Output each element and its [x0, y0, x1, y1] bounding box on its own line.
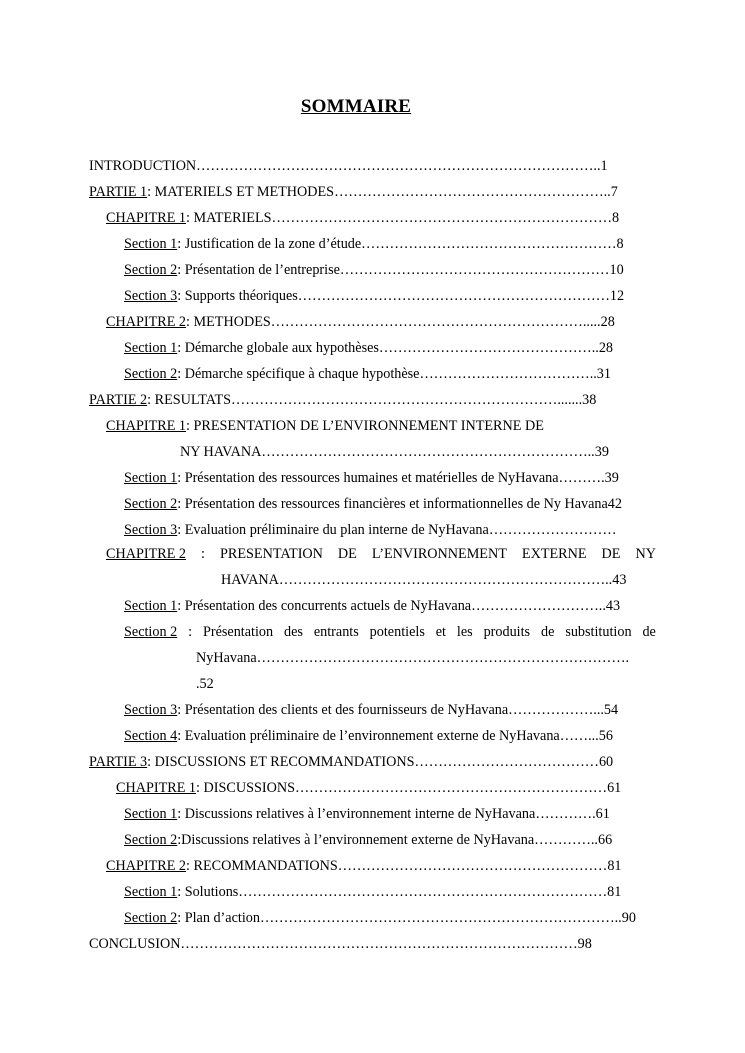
- toc-entry-text: : Démarche globale aux hypothèses………………………………………..28: [177, 340, 614, 356]
- toc-entry-chapitre-1: [106, 417, 656, 435]
- toc-entry-text: : MATERIELS………………………………………………………………8: [186, 210, 620, 226]
- toc-entry-label: CHAPITRE 2: [106, 546, 187, 562]
- toc-entry-section: [124, 883, 656, 901]
- toc-entry-label: Section 3: [124, 288, 178, 304]
- toc-entry-section: [124, 831, 656, 849]
- toc-entry-label: Section 1: [124, 884, 178, 900]
- toc-entry-label: Section 1: [124, 470, 178, 486]
- toc-entry-section: [124, 597, 656, 615]
- toc-entry-label: Section 2: [124, 624, 178, 640]
- toc-entry-partie-1: [89, 183, 656, 201]
- toc-entry-word: DE: [337, 546, 357, 562]
- toc-entry-section: [124, 235, 656, 253]
- toc-entry-section: [124, 623, 656, 641]
- toc-entry-text: HAVANA……………………………………………………………..43: [221, 572, 627, 588]
- toc-entry-label: Section 2: [124, 262, 178, 278]
- toc-entry-word: :: [188, 624, 193, 640]
- toc-entry-word: entrants: [313, 624, 359, 640]
- toc-entry-text: : PRESENTATION DE L’ENVIRONNEMENT INTERNE DE: [186, 418, 544, 434]
- toc-entry-chapitre-1: [116, 779, 656, 797]
- toc-entry-section: [124, 287, 656, 305]
- toc-entry-conclusion: [89, 935, 656, 953]
- toc-entry-text: : MATERIELS ET METHODES…………………………………………………..7: [147, 184, 618, 200]
- toc-entry-label: Section 1: [124, 236, 178, 252]
- toc-entry-label: Section 1: [124, 598, 178, 614]
- toc-entry-label: Section 2: [124, 910, 178, 926]
- toc-entry-section: [124, 495, 664, 513]
- toc-entry-continuation: [221, 571, 656, 589]
- toc-entry-chapitre-2: [106, 313, 656, 331]
- toc-entry-text: : Solutions……………………………………………………………………81: [177, 884, 622, 900]
- toc-entry-section: [124, 909, 656, 927]
- toc-entry-word: L’ENVIRONNEMENT: [371, 546, 507, 562]
- toc-entry-label: CHAPITRE 1: [106, 418, 187, 434]
- toc-entry-text: :Discussions relatives à l’environnement externe de NyHavana…………..66: [177, 832, 613, 848]
- toc-entry-section: [124, 469, 656, 487]
- toc-entry-word: des: [284, 624, 303, 640]
- toc-entry-section: [124, 805, 656, 823]
- toc-entry-word: les: [456, 624, 473, 640]
- toc-entry-continuation: [180, 443, 640, 461]
- toc-entry-label: Section 2: [124, 366, 178, 382]
- toc-entry-text: : DISCUSSIONS ET RECOMMANDATIONS…………………………………60: [147, 754, 614, 770]
- toc-entry-word: Présentation: [202, 624, 274, 640]
- toc-entry-label: Section 3: [124, 522, 178, 538]
- toc-entry-text: : Discussions relatives à l’environnement interne de NyHavana………….61: [177, 806, 610, 822]
- toc-entry-continuation: [196, 675, 296, 693]
- toc-entry-word: et: [435, 624, 446, 640]
- toc-entry-label: Section 4: [124, 728, 178, 744]
- toc-entry-partie-2: [89, 391, 656, 409]
- toc-entry-label: Section 3: [124, 702, 178, 718]
- toc-entry-text: : Présentation de l’entreprise…………………………………………………10: [177, 262, 624, 278]
- toc-entry-text: : Présentation des ressources financières et informationnelles de Ny Havana42: [177, 496, 622, 512]
- toc-entry-text: NY HAVANA……………………………………………………………..39: [180, 444, 609, 460]
- toc-entry-text: : RECOMMANDATIONS…………………………………………………81: [186, 858, 622, 874]
- toc-entry-text: : Plan d’action…………………………………………………………………..90: [177, 910, 636, 926]
- toc-entry-word: potentiels: [369, 624, 425, 640]
- toc-entry-section: [124, 261, 656, 279]
- toc-entry-label: PARTIE 3: [89, 754, 148, 770]
- toc-entry-text: : Evaluation préliminaire de l’environnement externe de NyHavana……...56: [177, 728, 613, 744]
- toc-entry-label: CHAPITRE 1: [116, 780, 197, 796]
- toc-entry-word: :: [201, 546, 205, 562]
- toc-entry-text: : Evaluation préliminaire du plan interne de NyHavana………………………: [177, 522, 617, 538]
- toc-entry-label: CHAPITRE 2: [106, 858, 187, 874]
- toc-entry-word: PRESENTATION: [220, 546, 323, 562]
- toc-entry-label: CHAPITRE 1: [106, 210, 187, 226]
- toc-entry-chapitre-2: [106, 545, 656, 563]
- toc-entry-label: Section 2: [124, 496, 178, 512]
- toc-entry-label: Section 2: [124, 832, 178, 848]
- toc-entry-section: [124, 701, 656, 719]
- toc-entry-text: : Justification de la zone d’étude………………………………………………8: [177, 236, 624, 252]
- toc-entry-section: [124, 365, 656, 383]
- toc-entry-section: [124, 521, 656, 539]
- toc-entry-text: : Supports théoriques…………………………………………………………12: [177, 288, 625, 304]
- toc-entry-word: EXTERNE: [521, 546, 587, 562]
- toc-entry-word: produits: [483, 624, 531, 640]
- toc-entry-section: [124, 339, 656, 357]
- toc-entry-label: Section 1: [124, 806, 178, 822]
- page-title: SOMMAIRE: [300, 96, 412, 117]
- toc-entry-text: : DISCUSSIONS…………………………………………………………61: [196, 780, 622, 796]
- toc-entry-section: [124, 727, 656, 745]
- toc-entry-text: : METHODES………………………………………………………….....28: [186, 314, 615, 330]
- toc-entry-text: NyHavana…………………………………………………………………….: [196, 650, 630, 666]
- toc-entry-partie-3: [89, 753, 656, 771]
- toc-entry-text: : Présentation des clients et des fournisseurs de NyHavana………………...54: [177, 702, 619, 718]
- toc-entry-text: : Présentation des concurrents actuels de NyHavana………………………..43: [177, 598, 621, 614]
- toc-entry-text: : RESULTATS…………………………………………………………….......38: [147, 392, 597, 408]
- toc-entry-continuation: [196, 649, 656, 667]
- toc-entry-text: : Présentation des ressources humaines et matérielles de NyHavana……….39: [177, 470, 619, 486]
- toc-entry-label: CHAPITRE 2: [106, 314, 187, 330]
- toc-entry-text: .52: [196, 676, 214, 692]
- toc-entry-word: de: [541, 624, 555, 640]
- toc-entry-word: de: [642, 624, 656, 640]
- toc-entry-text: : Démarche spécifique à chaque hypothèse………………………………..31: [177, 366, 611, 382]
- toc-entry-introduction: [89, 157, 656, 175]
- toc-entry-text: CONCLUSION…………………………………………………………………………98: [89, 936, 592, 952]
- toc-entry-chapitre-1: [106, 209, 656, 227]
- toc-entry-text: INTRODUCTION…………………………………………………………………………..1: [89, 158, 608, 174]
- toc-entry-chapitre-2: [106, 857, 656, 875]
- toc-entry-label: Section 1: [124, 340, 178, 356]
- toc-entry-word: DE: [601, 546, 621, 562]
- toc-entry-word: NY: [635, 546, 656, 562]
- toc-entry-word: substitution: [565, 624, 632, 640]
- toc-entry-label: PARTIE 2: [89, 392, 148, 408]
- toc-entry-label: PARTIE 1: [89, 184, 148, 200]
